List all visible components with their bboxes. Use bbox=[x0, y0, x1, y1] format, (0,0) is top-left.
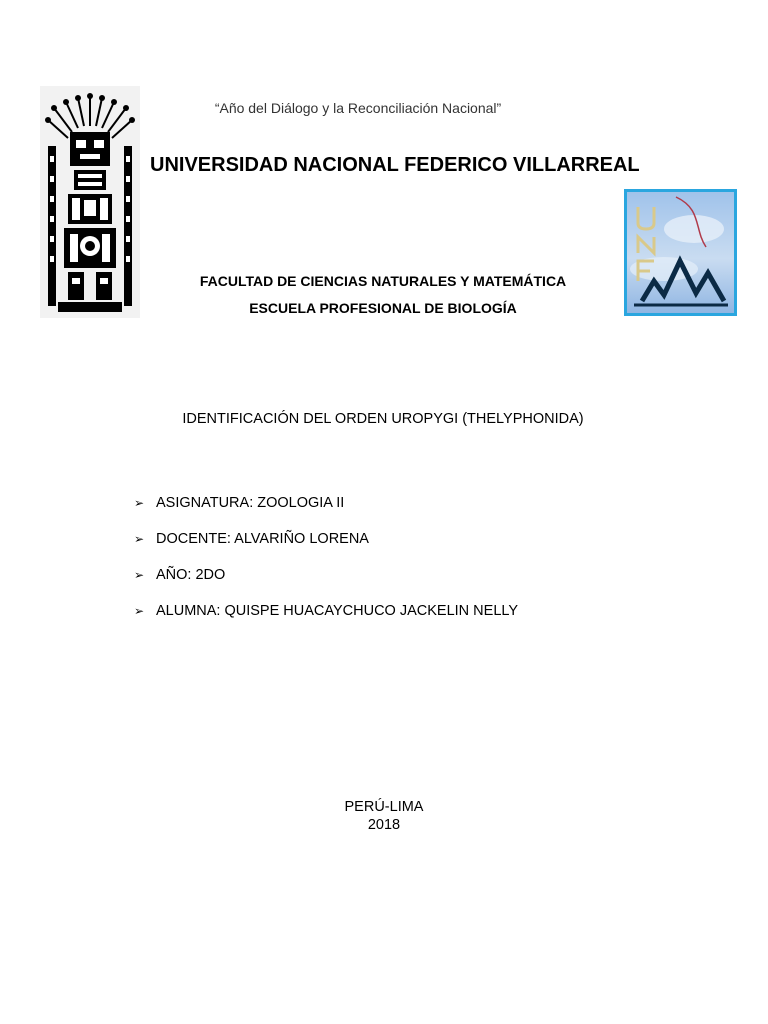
arrow-bullet-icon: ➢ bbox=[134, 532, 145, 546]
school-name: ESCUELA PROFESIONAL DE BIOLOGÍA bbox=[249, 300, 517, 316]
faculty-name: FACULTAD DE CIENCIAS NATURALES Y MATEMÁTICA bbox=[199, 273, 567, 289]
list-item bbox=[134, 566, 518, 584]
list-item bbox=[134, 602, 518, 620]
list-item bbox=[134, 530, 518, 548]
subject-text: ASIGNATURA: ZOOLOGIA II bbox=[156, 495, 345, 511]
year-text: 2018 bbox=[367, 817, 401, 833]
details-list bbox=[134, 494, 518, 638]
arrow-bullet-icon: ➢ bbox=[134, 496, 145, 510]
arrow-bullet-icon: ➢ bbox=[134, 604, 145, 618]
year-text: AÑO: 2DO bbox=[156, 567, 226, 583]
unfv-logo-icon bbox=[624, 189, 737, 316]
place-text: PERÚ-LIMA bbox=[344, 799, 424, 815]
year-motto: “Año del Diálogo y la Reconciliación Nacional” bbox=[214, 100, 502, 116]
teacher-text: DOCENTE: ALVARIÑO LORENA bbox=[156, 531, 369, 547]
arrow-bullet-icon: ➢ bbox=[134, 568, 145, 582]
student-text: ALUMNA: QUISPE HUACAYCHUCO JACKELIN NELLY bbox=[156, 603, 519, 619]
list-item bbox=[134, 494, 518, 512]
university-name: UNIVERSIDAD NACIONAL FEDERICO VILLARREAL bbox=[150, 154, 640, 176]
document-title: IDENTIFICACIÓN DEL ORDEN UROPYGI (THELYPHONIDA) bbox=[182, 411, 584, 427]
inca-deity-carving-icon bbox=[40, 86, 140, 318]
